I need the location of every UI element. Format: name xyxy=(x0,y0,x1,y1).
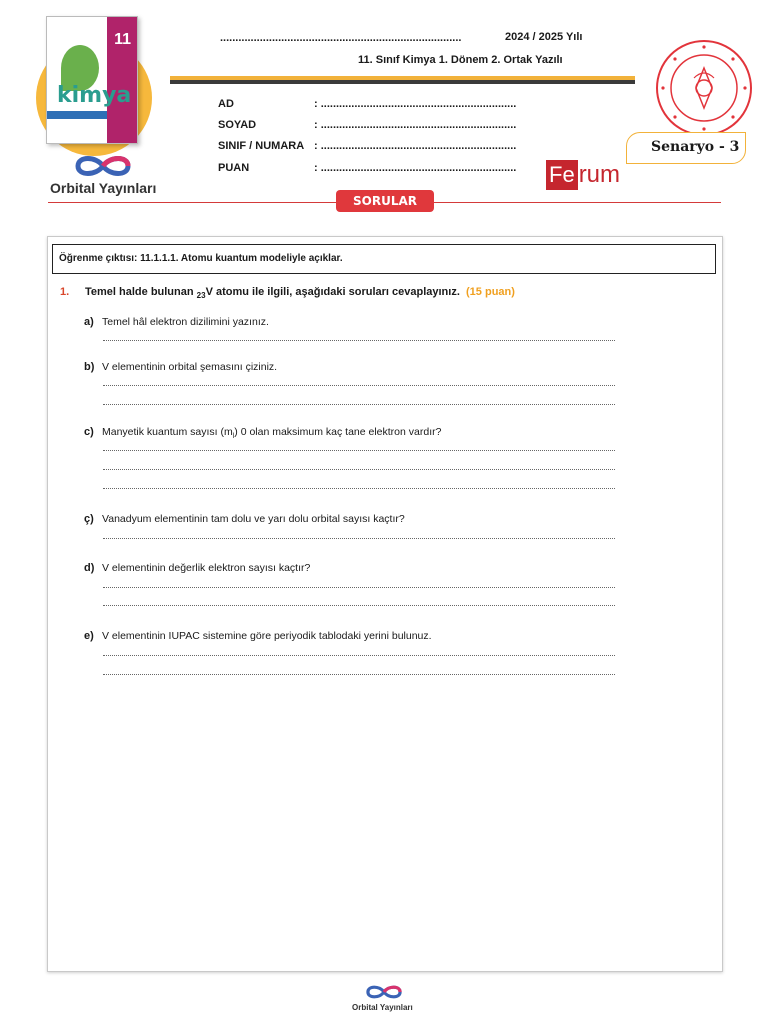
answer-line[interactable] xyxy=(103,488,615,489)
question-prompt xyxy=(85,286,515,300)
ministry-seal-icon xyxy=(654,38,754,138)
question-text-end: V atomu ile ilgili, aşağıdaki soruları cevaplayınız. xyxy=(205,286,460,298)
answer-line[interactable] xyxy=(103,340,615,341)
answer-line[interactable] xyxy=(103,469,615,470)
field-label-soyad: SOYAD xyxy=(218,119,257,131)
ferrum-rum: rum xyxy=(578,161,621,188)
question-number: 1. xyxy=(60,286,70,298)
question-text-start: Temel halde bulunan xyxy=(85,286,197,298)
ferrum-fe: Fe xyxy=(546,160,578,190)
part-a-letter: a) xyxy=(84,316,94,328)
part-c-text-end: ) 0 olan maksimum kaç tane elektron vardır? xyxy=(234,426,442,438)
publisher-name: Orbital Yayınları xyxy=(50,180,157,196)
footer-orbital-logo-icon xyxy=(364,983,404,1001)
atomic-number: 23 xyxy=(196,291,206,301)
ferrum-logo xyxy=(546,160,620,190)
orbital-logo-icon xyxy=(72,152,134,180)
field-dots-ad: : ................................................................ xyxy=(314,98,517,110)
scenario-badge xyxy=(626,132,746,164)
question-sheet xyxy=(47,236,723,972)
scenario-label: Senaryo - 3 xyxy=(651,139,740,155)
field-label-puan: PUAN xyxy=(218,162,250,174)
part-c-letter: c) xyxy=(84,426,94,438)
field-label-ad: AD xyxy=(218,98,234,110)
part-a-text: Temel hâl elektron dizilimini yazınız. xyxy=(102,316,269,328)
header-divider-dark xyxy=(170,80,635,84)
learning-outcome-box xyxy=(52,244,716,274)
question-points: (15 puan) xyxy=(466,286,515,298)
answer-line[interactable] xyxy=(103,450,615,451)
footer-publisher: Orbital Yayınları xyxy=(352,1003,413,1012)
book-number: 11 xyxy=(114,31,131,48)
book-title: kimya xyxy=(57,83,132,108)
answer-line[interactable] xyxy=(103,587,615,588)
part-c-text xyxy=(102,426,441,440)
field-dots-puan: : ................................................................ xyxy=(314,162,517,174)
part-c-text-start: Manyetik kuantum sayısı (m xyxy=(102,426,233,438)
part-d-text: V elementinin değerlik elektron sayısı kaçtır? xyxy=(102,562,311,574)
answer-line[interactable] xyxy=(103,674,615,675)
part-c-subscript: l xyxy=(232,433,235,441)
part-cc-text: Vanadyum elementinin tam dolu ve yarı dolu orbital sayısı kaçtır? xyxy=(102,513,405,525)
exam-title: 11. Sınıf Kimya 1. Dönem 2. Ortak Yazılı xyxy=(358,54,563,66)
school-year: 2024 / 2025 Yılı xyxy=(505,31,583,43)
part-d-letter: d) xyxy=(84,562,95,574)
field-label-sinif: SINIF / NUMARA xyxy=(218,140,305,152)
answer-line[interactable] xyxy=(103,404,615,405)
part-b-text: V elementinin orbital şemasını çiziniz. xyxy=(102,361,278,373)
part-e-letter: e) xyxy=(84,630,94,642)
school-name-line: ............................................................................... xyxy=(220,32,462,44)
field-dots-soyad: : ................................................................ xyxy=(314,119,517,131)
book-cover-image xyxy=(46,16,138,144)
answer-line[interactable] xyxy=(103,538,615,539)
book-band xyxy=(47,111,107,119)
part-e-text: V elementinin IUPAC sistemine göre periyodik tablodaki yerini bulunuz. xyxy=(102,630,432,642)
answer-line[interactable] xyxy=(103,605,615,606)
part-cc-letter: ç) xyxy=(84,513,94,525)
part-b-letter: b) xyxy=(84,361,95,373)
field-dots-sinif: : ................................................................ xyxy=(314,140,517,152)
learning-outcome-text: Öğrenme çıktısı: 11.1.1.1. Atomu kuantum modeliyle açıklar. xyxy=(59,253,343,264)
answer-line[interactable] xyxy=(103,385,615,386)
sorular-tab: SORULAR xyxy=(336,190,434,212)
answer-line[interactable] xyxy=(103,655,615,656)
